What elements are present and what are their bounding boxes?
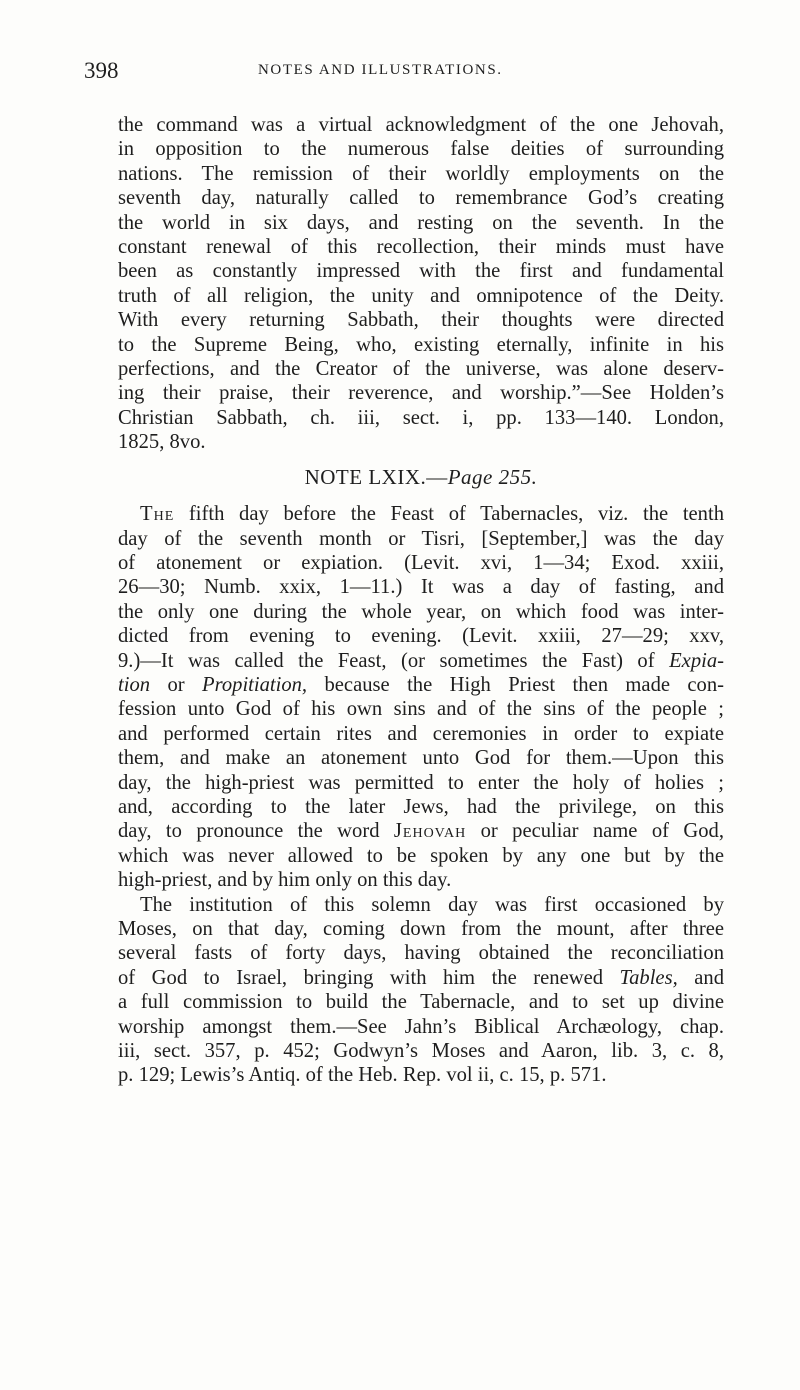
note-page-ref: Page 255. — [447, 464, 538, 489]
text-line: nations. The remission of their worldly employments on the — [118, 162, 724, 185]
text-line: the only one during the whole year, on which food was inter- — [118, 600, 724, 623]
text-span: 9.)—It was called the Feast, (or sometimes the Fast) of — [118, 649, 670, 672]
text-line: truth of all religion, the unity and omnipotence of the Deity. — [118, 284, 724, 307]
small-caps-span: Jehovah — [393, 820, 467, 843]
text-line: Christian Sabbath, ch. iii, sect. i, pp. 133—140. London, — [118, 406, 724, 429]
text-line — [118, 649, 724, 673]
text-line: day of the seventh month or Tisri, [September,] was the day — [118, 527, 724, 550]
text-line: day, the high-priest was permitted to enter the holy of holies ; — [118, 771, 724, 794]
text-line: perfections, and the Creator of the universe, was alone deserv- — [118, 358, 724, 381]
text-line — [118, 819, 724, 843]
text-line: the world in six days, and resting on the seventh. In the — [118, 211, 724, 234]
text-span: of God to Israel, bringing with him the renewed — [118, 966, 620, 989]
text-line — [118, 502, 724, 526]
text-span: or peculiar name of God, — [466, 820, 724, 843]
text-line: high-priest, and by him only on this day. — [118, 869, 452, 892]
body-text — [118, 113, 724, 1088]
note-heading — [118, 465, 724, 489]
text-line: worship amongst them.—See Jahn’s Biblical Archæology, chap. — [118, 1015, 724, 1038]
note-label: NOTE LXIX.— — [304, 464, 448, 489]
text-line: of atonement or expiation. (Levit. xvi, 1—34; Exod. xxiii, — [118, 551, 724, 574]
italic-span: Tables, — [619, 966, 678, 989]
text-line: in opposition to the numerous false deities of surrounding — [118, 138, 724, 161]
text-line: ing their praise, their reverence, and worship.”—See Holden’s — [118, 382, 724, 405]
text-line: 26—30; Numb. xxix, 1—11.) It was a day of fasting, and — [118, 576, 724, 599]
text-line: seventh day, naturally called to remembrance God’s creating — [118, 187, 724, 210]
running-head — [84, 58, 724, 88]
text-span: and — [677, 966, 724, 989]
text-line: to the Supreme Being, who, existing eternally, infinite in his — [118, 333, 724, 356]
text-line: and performed certain rites and ceremonies in order to expiate — [118, 722, 724, 745]
text-line: Moses, on that day, coming down from the mount, after three — [118, 918, 724, 940]
italic-span: Propitiation, — [202, 673, 308, 696]
text-line: been as constantly impressed with the first and fundamental — [118, 260, 724, 283]
text-line: dicted from evening to evening. (Levit. xxiii, 27—29; xxv, — [118, 625, 724, 648]
paragraph-note-lxix — [118, 502, 724, 893]
text-line: several fasts of forty days, having obtained the reconciliation — [118, 942, 724, 965]
paragraph-institution — [118, 893, 724, 1088]
text-line: With every returning Sabbath, their thoughts were directed — [118, 309, 724, 332]
page-number: 398 — [84, 58, 119, 83]
text-span: day, to pronounce the word — [118, 820, 394, 843]
text-line: a full commission to build the Tabernacle, and to set up divine — [118, 991, 724, 1014]
text-line: which was never allowed to be spoken by any one but by the — [118, 844, 724, 867]
paragraph-continued — [118, 113, 724, 455]
text-line — [118, 966, 724, 990]
text-line: the command was a virtual acknowledgment of the one Jehovah, — [118, 114, 724, 136]
text-span: or — [150, 673, 203, 696]
text-line: 1825, 8vo. — [118, 431, 206, 454]
text-span: fifth day before the Feast of Tabernacles, viz. the tenth — [174, 503, 724, 526]
text-line: fession unto God of his own sins and of the sins of the people ; — [118, 698, 724, 721]
italic-span: Expia- — [669, 649, 724, 672]
opening-word: The — [140, 503, 175, 526]
text-line: constant renewal of this recollection, their minds must have — [118, 236, 724, 259]
running-title: NOTES AND ILLUSTRATIONS. — [258, 62, 503, 78]
text-line: and, according to the later Jews, had the privilege, on this — [118, 795, 724, 818]
italic-span: tion — [118, 673, 151, 696]
text-line: p. 129; Lewis’s Antiq. of the Heb. Rep. vol ii, c. 15, p. 571. — [118, 1064, 607, 1087]
text-line: The institution of this solemn day was first occasioned by — [140, 893, 724, 916]
text-span: because the High Priest then made con- — [307, 673, 725, 696]
text-line: iii, sect. 357, p. 452; Godwyn’s Moses and Aaron, lib. 3, c. 8, — [118, 1040, 724, 1063]
text-line: them, and make an atonement unto God for them.—Upon this — [118, 747, 724, 770]
text-line — [118, 673, 724, 697]
